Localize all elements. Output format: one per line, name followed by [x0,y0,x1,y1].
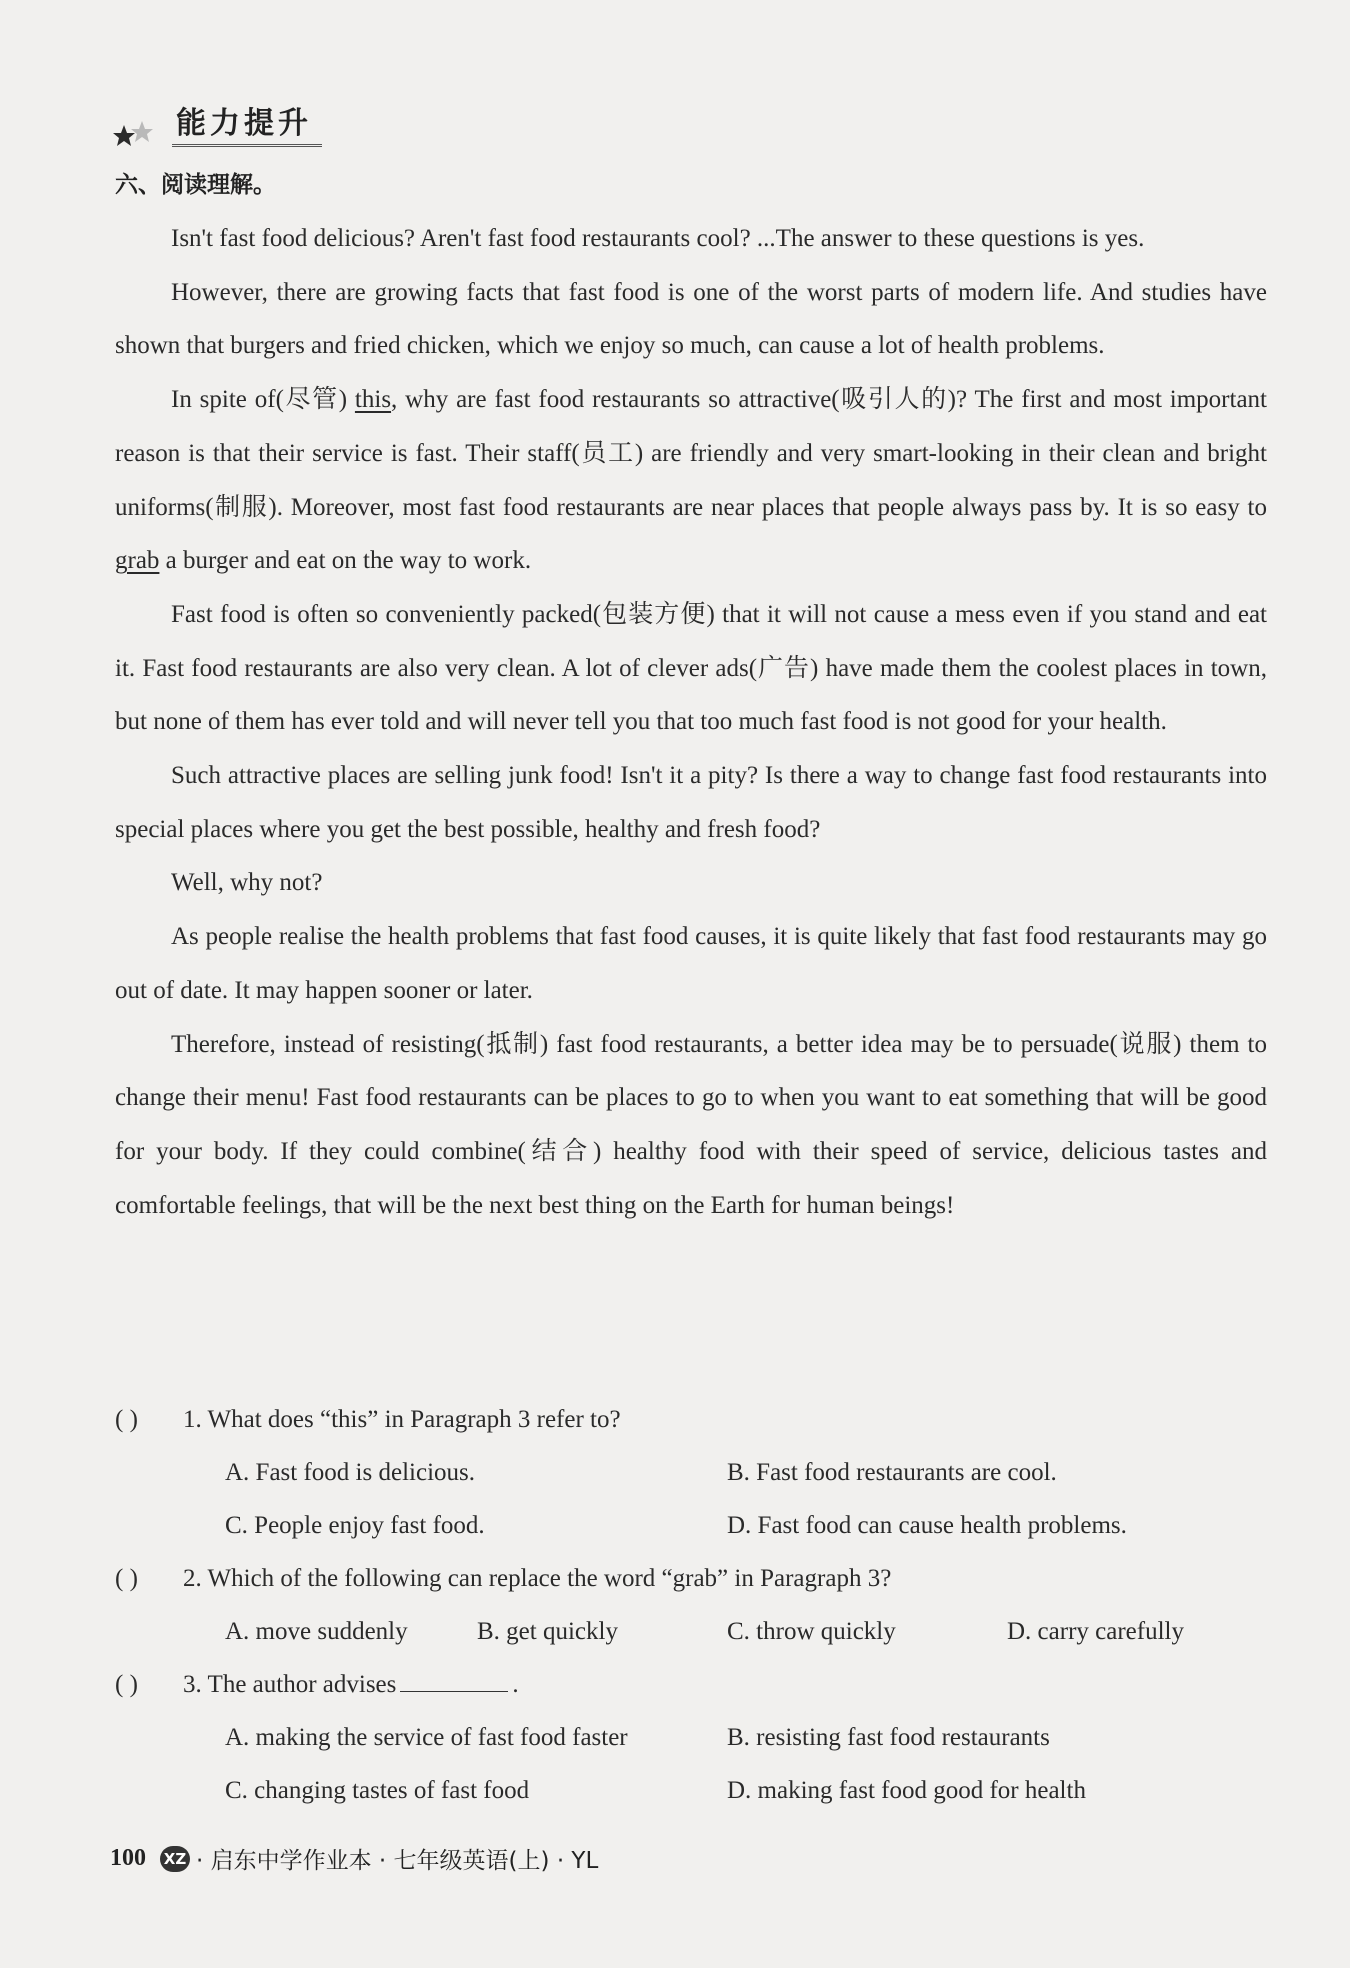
option-c: C. changing tastes of fast food [225,1777,530,1804]
answer-blank[interactable]: ( ) [115,1406,138,1433]
page-number: 100 [110,1845,146,1871]
answer-blank[interactable]: ( ) [115,1671,138,1698]
option-d: D. Fast food can cause health problems. [727,1512,1127,1539]
option-b: B. Fast food restaurants are cool. [727,1459,1057,1486]
section-heading [112,98,322,147]
options-row [115,1446,1267,1499]
page-footer [110,1842,598,1875]
paragraph-5: Such attractive places are selling junk food! Isn't it a pity? Is there a way to change fast food restaurants into special places where you get the best possible, healthy and fresh food? [115,762,1267,843]
paragraph-1: Isn't fast food delicious? Aren't fast food restaurants cool? ...The answer to these questions is yes. [171,225,1145,252]
book-title: · 启东中学作业本 · 七年级英语(上) · YL [196,1848,599,1874]
option-a: A. move suddenly [225,1618,408,1645]
reading-passage [115,212,1267,1232]
paragraph-7: As people realise the health problems that fast food causes, it is quite likely that fast food restaurants may go out of date. It may happen sooner or later. [115,923,1267,1004]
paragraph-6: Well, why not? [171,869,323,897]
answer-blank[interactable]: ( ) [115,1565,138,1592]
option-c: C. throw quickly [727,1618,896,1645]
underlined-word-this: this [354,386,392,414]
underlined-word-grab: grab [115,547,160,575]
fill-in-blank[interactable] [400,1667,508,1692]
option-b: B. resisting fast food restaurants [727,1724,1050,1751]
question-stem: 2. Which of the following can replace the word “grab” in Paragraph 3? [183,1565,892,1592]
options-row [115,1711,1267,1764]
options-row [115,1764,1267,1817]
question-stem: 1. What does “this” in Paragraph 3 refer to? [183,1406,621,1433]
option-a: A. making the service of fast food faster [225,1724,628,1751]
options-row [115,1605,1267,1658]
publisher-logo-icon: XZ [160,1846,190,1872]
section-label: 六、阅读理解。 [115,172,276,198]
paragraph-2: However, there are growing facts that fast food is one of the worst parts of modern life. And studies have shown that burgers and fried chicken, which we enjoy so much, can cause a lot of health problems. [115,278,1267,360]
option-d: D. making fast food good for health [727,1777,1086,1804]
option-c: C. People enjoy fast food. [225,1512,485,1539]
option-a: A. Fast food is delicious. [225,1459,475,1486]
question-3 [115,1658,1267,1711]
paragraph-8: Therefore, instead of resisting(抵制) fast food restaurants, a better idea may be to persuade(说服) them to change their menu! Fast food restaurants can be places to go to when you want to eat something that will be good for your body. If they could combine(结合) healthy food with their speed of service, delicious tastes and comfortable feelings, that will be the next best thing on the Earth for human beings! [115,1030,1267,1219]
options-row [115,1499,1267,1552]
option-b: B. get quickly [477,1618,618,1645]
question-stem: 3. The author advises . [183,1658,519,1711]
heading-title: 能力提升 [172,98,322,147]
stars-icon [112,107,172,147]
option-d: D. carry carefully [1007,1618,1184,1645]
question-1 [115,1393,1267,1446]
paragraph-4: Fast food is often so conveniently packed(包装方便) that it will not cause a mess even if you stand and eat it. Fast food restaurants are also very clean. A lot of clever ads(广告) have made them the coolest places in town, but none of them has ever told and will never tell you that too much fast food is not good for your health. [115,600,1267,736]
paragraph-3: In spite of(尽管) this, why are fast food restaurants so attractive(吸引人的)? The first and most important reason is that their service is fast. Their staff(员工) are friendly and very smart-looking in their clean and bright uniforms(制服). Moreover, most fast food restaurants are near places that people always pass by. It is so easy to grab a burger and eat on the way to work. [115,386,1267,575]
question-2 [115,1552,1267,1605]
questions [115,1393,1267,1817]
